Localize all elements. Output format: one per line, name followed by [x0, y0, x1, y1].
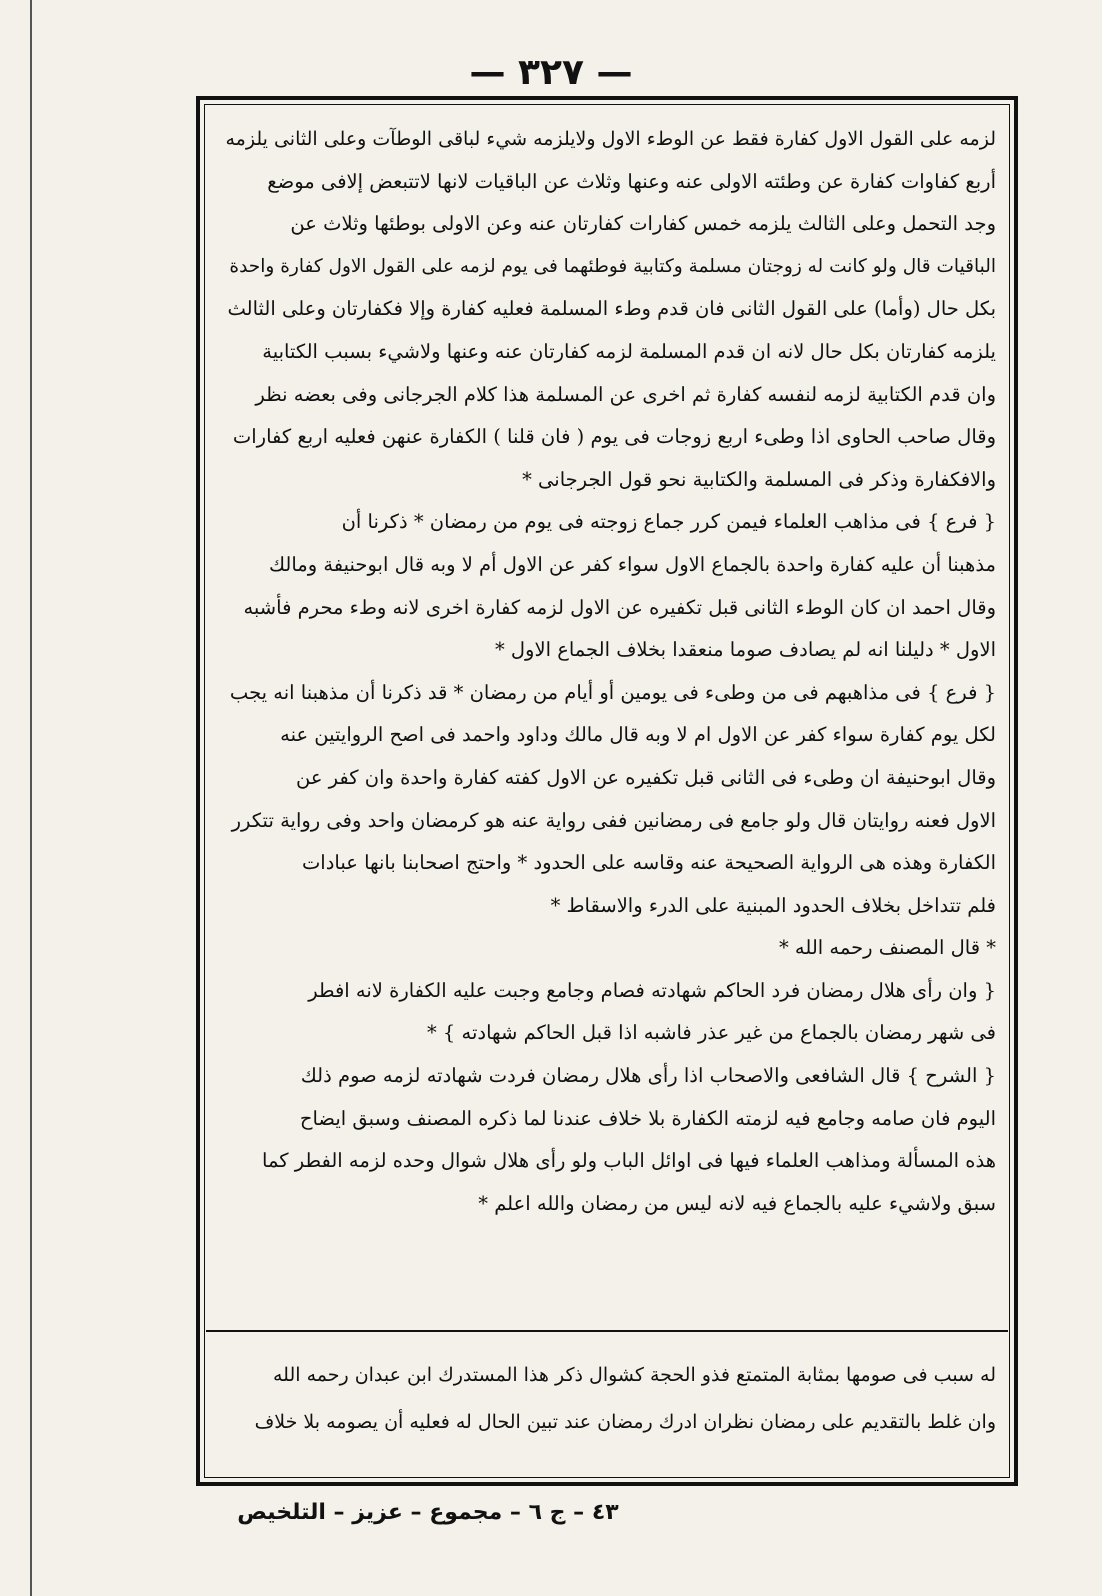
- printer-signature: ٤٣ – ج ٦ – مجموع – عزيز – التلخيص: [237, 1500, 619, 1525]
- text-line: يلزمه كفارتان بكل حال لانه ان قدم المسلمة لزمه كفارتان عنه وعنها ولاشيء بسبب الكتابية: [262, 339, 996, 363]
- footnote-separator: [206, 1330, 1008, 1332]
- text-line: الاول فعنه روايتان قال ولو جامع فى رمضانين ففى رواية عنه هو كرمضان واحد وفى رواية تتكرر: [231, 808, 996, 832]
- text-line: الباقيات قال ولو كانت له زوجتان مسلمة وكتابية فوطئهما فى يوم لزمه على القول الاول كفارة واحدة: [229, 255, 996, 277]
- text-line: الاول * دليلنا انه لم يصادف صوما منعقدا بخلاف الجماع الاول *: [494, 638, 996, 662]
- text-line: وقال صاحب الحاوى اذا وطىء اربع زوجات فى يوم ( فان قلنا ) الكفارة عنهن فعليه اربع كفارات: [232, 425, 996, 449]
- text-line: لكل يوم كفارة سواء كفر عن الاول ام لا وبه قال مالك وداود واحمد فى اصح الروايتين عنه: [280, 723, 996, 747]
- text-line: فى شهر رمضان بالجماع من غير عذر فاشبه اذا قبل الحاكم شهادته } *: [426, 1021, 996, 1045]
- page-edge-line: [30, 0, 32, 1596]
- text-line: { فرع } فى مذاهبهم فى من وطىء فى يومين أو أيام من رمضان * قد ذكرنا أن مذهبنا انه يجب: [229, 680, 996, 704]
- footnote: [218, 1352, 996, 1446]
- text-line: أربع كفاوات كفارة عن وطئته الاولى عنه وعنها وثلاث عن الباقيات لانها لاتتبعض إلافى موضع: [267, 169, 996, 193]
- text-line: وان قدم الكتابية لزمه لنفسه كفارة ثم اخرى عن المسلمة هذا كلام الجرجانى وفى بعضه نظر: [255, 382, 996, 406]
- text-line: وجد التحمل وعلى الثالث يلزمه خمس كفارات كفارتان عنه وعن الاولى بوطئها وثلاث عن: [290, 212, 996, 236]
- text-line: اليوم فان صامه وجامع فيه لزمته الكفارة بلا خلاف عندنا لما ذكره المصنف وسبق ايضاح: [299, 1106, 996, 1130]
- footnote-line: وان غلط بالتقديم على رمضان نظران ادرك رمضان عند تبين الحال له فعليه أن يصومه بلا خلاف: [254, 1411, 996, 1433]
- text-line: * قال المصنف رحمه الله *: [778, 936, 996, 960]
- text-line: لزمه على القول الاول كفارة فقط عن الوطء الاول ولايلزمه شيء لباقى الوطآت وعلى الثانى يلزمه: [225, 128, 996, 150]
- text-line: سبق ولاشيء عليه بالجماع فيه لانه ليس من رمضان والله اعلم *: [478, 1191, 996, 1215]
- text-frame: [196, 96, 1018, 1486]
- text-line: فلم تتداخل بخلاف الحدود المبنية على الدرء والاسقاط *: [550, 893, 996, 917]
- main-text: [218, 118, 996, 1225]
- text-line: مذهبنا أن عليه كفارة واحدة بالجماع الاول سواء كفر عن الاول أم لا وبه قال ابوحنيفة ومالك: [268, 552, 996, 576]
- text-line: وقال احمد ان كان الوطء الثانى قبل تكفيره عن الاول لزمه كفارة اخرى لانه وطء محرم فأشبه: [243, 595, 996, 619]
- page-number: — ٣٢٧ —: [469, 52, 633, 93]
- text-line: بكل حال (وأما) على القول الثانى فان قدم وطء المسلمة فعليه كفارة وإلا فكفارتان وعلى الثالث: [227, 297, 996, 321]
- text-line: { فرع } فى مذاهب العلماء فيمن كرر جماع زوجته فى يوم من رمضان * ذكرنا أن: [341, 510, 996, 534]
- text-line: هذه المسألة ومذاهب العلماء فيها فى اوائل الباب ولو رأى هلال شوال وحده لزمه الفطر كما: [262, 1149, 996, 1173]
- text-line: { الشرح } قال الشافعى والاصحاب اذا رأى هلال رمضان فردت شهادته لزمه صوم ذلك: [300, 1064, 996, 1088]
- text-line: الكفارة وهذه هى الرواية الصحيحة عنه وقاسه على الحدود * واحتج اصحابنا بانها عبادات: [301, 851, 996, 875]
- text-line: { وان رأى هلال رمضان فرد الحاكم شهادته فصام وجامع وجبت عليه الكفارة لانه افطر: [308, 978, 996, 1002]
- footnote-line: له سبب فى صومها بمثابة المتمتع فذو الحجة كشوال ذكر هذا المستدرك ابن عبدان رحمه الله: [272, 1364, 996, 1386]
- text-line: والافكفارة وذكر فى المسلمة والكتابية نحو قول الجرجانى *: [522, 467, 996, 491]
- text-line: وقال ابوحنيفة ان وطىء فى الثانى قبل تكفيره عن الاول كفته كفارة واحدة وان كفر عن: [295, 765, 996, 789]
